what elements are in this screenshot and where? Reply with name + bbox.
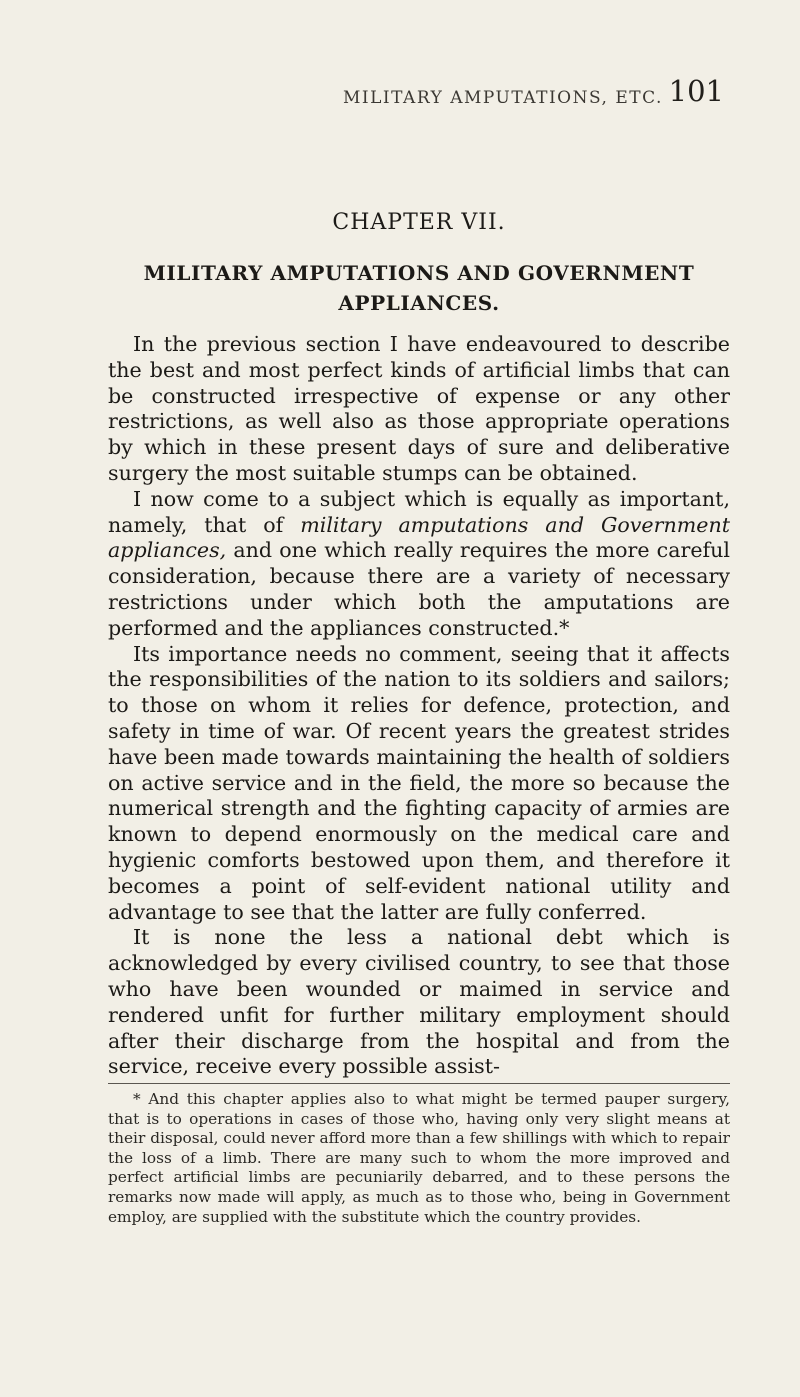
paragraph-1: In the previous section I have endeavoured to describe the best and most perfect kinds of artificial limbs that can be constructed irrespective of expense or any other restrictions, as well also as those appropriate operations by which in these present days of sure and deliberative surgery the most suitable stumps can be obtained. (108, 332, 730, 485)
chapter-title-line-2: APPLIANCES. (338, 291, 500, 315)
footnote: * And this chapter applies also to what might be termed pauper surgery, that is to operations in cases of those who, having only very slight means at their disposal, could never afford more than a few shillings with which to repair the loss of a limb. There are many such to whom the more improved and perfect artificial limbs are pecuniarily debarred, and to these persons the remarks now made will apply, as much as to those who, being in Government employ, are supplied with the substitute which the country provides. (108, 1090, 730, 1226)
body-text (108, 332, 730, 1080)
paragraph-2-italic: military amputations and Government appliances, (108, 512, 730, 563)
running-title: MILITARY AMPUTATIONS, ETC. (343, 88, 663, 108)
footnote-divider (108, 1083, 730, 1084)
paragraph-2-end: and one which really requires the more careful consideration, because there are a variety of necessary restrictions under which both the amputations are performed and the appliances constructed.* (108, 538, 730, 640)
chapter-title (108, 258, 730, 318)
paragraph-4: It is none the less a national debt which is acknowledged by every civilised country, to see that those who have been wounded or maimed in service and rendered unfit for further military employment should after their discharge from the hospital and from the service, receive every possible assist- (108, 925, 730, 1079)
paragraph-3: Its importance needs no comment, seeing that it affects the responsibilities of the nation to its soldiers and sailors; to those on whom it relies for defence, protection, and safety in time of war. Of recent years the greatest strides have been made towards maintaining the health of soldiers on active service and in the field, the more so because the numerical strength and the fighting capacity of armies are known to depend enormously on the medical care and hygienic comforts bestowed upon them, and therefore it becomes a point of self-evident national utility and advantage to see that the latter are fully conferred. (108, 641, 730, 924)
paragraph-2-start: I now come to a subject which is equally as important, namely, that of (108, 486, 730, 537)
running-header (108, 74, 730, 114)
page-number: 101 (668, 74, 724, 108)
chapter-title-line-1: MILITARY AMPUTATIONS AND GOVERNMENT (143, 261, 695, 285)
chapter-label: CHAPTER VII. (332, 210, 506, 235)
paragraph-2 (108, 487, 730, 642)
